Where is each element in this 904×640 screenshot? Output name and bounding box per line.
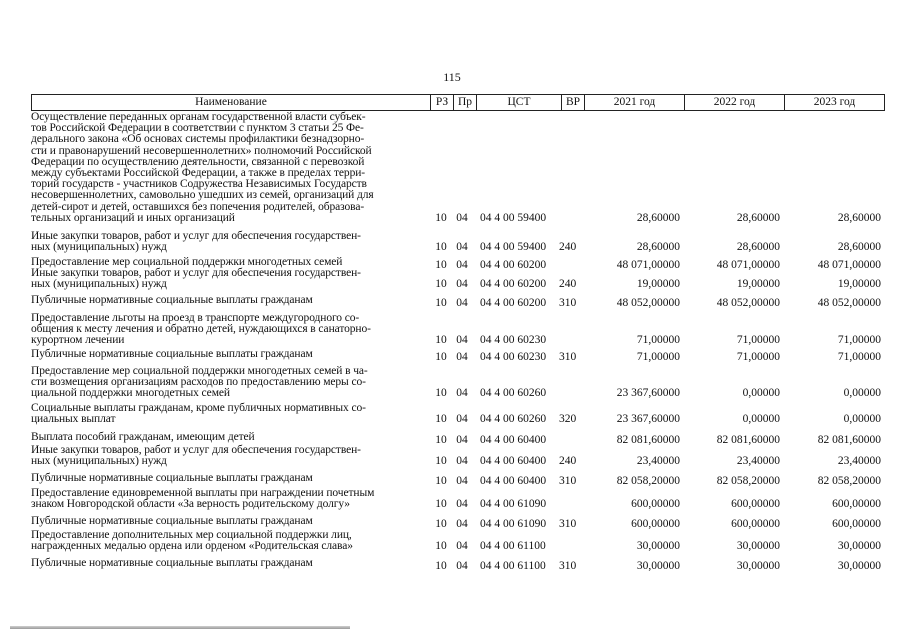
row-name: Публичные нормативные социальные выплаты гражданам: [31, 515, 313, 527]
cell-cst: 04 4 00 61090: [480, 517, 547, 530]
cell-y2021: 30,00000: [636, 540, 680, 553]
row-name: Выплата пособий гражданам, имеющим детей: [31, 431, 255, 443]
cell-cst: 04 4 00 60230: [480, 334, 547, 347]
cell-y2023: 30,00000: [837, 559, 881, 572]
table-row: [31, 473, 885, 487]
cell-pr: 04: [456, 350, 468, 363]
row-name: Иные закупки товаров, работ и услуг для обеспечения государствен- ных (муниципальных) нужд: [31, 444, 361, 468]
cell-y2022: 30,00000: [736, 540, 780, 553]
cell-cst: 04 4 00 60400: [480, 433, 547, 446]
cell-y2021: 82 081,60000: [616, 433, 680, 446]
cell-pr: 04: [456, 474, 468, 487]
cell-y2021: 71,00000: [636, 334, 680, 347]
cell-vr: 310: [559, 296, 577, 309]
row-name: Предоставление дополнительных мер социальной поддержки лиц, награжденных медалью ордена или орденом «Родительская слава»: [31, 529, 353, 553]
row-name: Публичные нормативные социальные выплаты гражданам: [31, 348, 313, 360]
cell-vr: 240: [559, 278, 577, 291]
cell-rz: 10: [435, 559, 447, 572]
cell-y2022: 600,00000: [731, 517, 780, 530]
table-row: [31, 295, 885, 309]
cell-y2023: 71,00000: [837, 350, 881, 363]
cell-y2023: 71,00000: [837, 334, 881, 347]
cell-cst: 04 4 00 60260: [480, 413, 547, 426]
cell-cst: 04 4 00 60200: [480, 258, 547, 271]
cell-y2022: 0,00000: [742, 387, 780, 400]
cell-y2022: 82 058,20000: [716, 474, 780, 487]
cell-y2022: 30,00000: [736, 559, 780, 572]
cell-rz: 10: [435, 350, 447, 363]
row-name: Публичные нормативные социальные выплаты гражданам: [31, 557, 313, 569]
cell-cst: 04 4 00 60260: [480, 387, 547, 400]
table-header: [31, 94, 885, 111]
cell-rz: 10: [435, 474, 447, 487]
table-row: [31, 313, 885, 347]
row-name: Иные закупки товаров, работ и услуг для обеспечения государствен- ных (муниципальных) нужд: [31, 267, 361, 291]
cell-y2023: 82 081,60000: [817, 433, 881, 446]
cell-rz: 10: [435, 334, 447, 347]
table-row: [31, 530, 885, 552]
cell-y2023: 82 058,20000: [817, 474, 881, 487]
table-row: [31, 445, 885, 467]
cell-y2021: 600,00000: [631, 517, 680, 530]
cell-vr: 240: [559, 241, 577, 254]
table-row: [31, 558, 885, 572]
cell-y2021: 23 367,60000: [616, 387, 680, 400]
cell-y2021: 71,00000: [636, 350, 680, 363]
cell-cst: 04 4 00 59400: [480, 211, 547, 224]
cell-pr: 04: [456, 433, 468, 446]
cell-pr: 04: [456, 334, 468, 347]
cell-cst: 04 4 00 60200: [480, 278, 547, 291]
row-name: Осуществление переданных органам государственной власти субъек- тов Российской Федерации в соответствии с пунктом 3 статьи 25 Фе- дерального закона «Об основах системы профилактики безнадзорно- сти и правонарушений несовершеннолетних» полномочий Российской Федерации по осуществлению деятельности, связанной с перевозкой между субъектами Российской Федерации, а также в пределах терри- торий государств - участников Содружества Независимых Государств несовершеннолетних, самовольно ушедших из семей, организаций для детей-сирот и детей, оставшихся без попечения родителей, образова- тельных организаций и иных организаций: [31, 111, 374, 224]
table-row: [31, 349, 885, 363]
column-header-cst: ЦСТ: [476, 95, 561, 110]
table-row: [31, 268, 885, 290]
cell-rz: 10: [435, 387, 447, 400]
cell-y2023: 28,60000: [837, 211, 881, 224]
column-header-rz: РЗ: [430, 95, 453, 110]
cell-vr: 310: [559, 350, 577, 363]
cell-y2021: 19,00000: [636, 278, 680, 291]
cell-y2023: 23,40000: [837, 455, 881, 468]
cell-rz: 10: [435, 433, 447, 446]
cell-rz: 10: [435, 517, 447, 530]
cell-rz: 10: [435, 258, 447, 271]
cell-y2023: 0,00000: [843, 387, 881, 400]
column-header-2023: 2023 год: [784, 95, 884, 110]
cell-pr: 04: [456, 387, 468, 400]
row-name: Предоставление мер социальной поддержки многодетных семей в ча- сти возмещения организациям расходов по предоставлению меры со- циальной поддержки многодетных семей: [31, 365, 368, 400]
cell-pr: 04: [456, 241, 468, 254]
row-name: Предоставление мер социальной поддержки многодетных семей: [31, 256, 343, 268]
column-header-vr: ВР: [561, 95, 584, 110]
cell-rz: 10: [435, 241, 447, 254]
cell-rz: 10: [435, 540, 447, 553]
column-header-2021: 2021 год: [584, 95, 684, 110]
table-row: [31, 516, 885, 530]
cell-y2022: 28,60000: [736, 211, 780, 224]
cell-y2022: 48 052,00000: [716, 296, 780, 309]
cell-y2021: 48 052,00000: [616, 296, 680, 309]
cell-cst: 04 4 00 61100: [480, 559, 546, 572]
cell-rz: 10: [435, 455, 447, 468]
row-name: Предоставление единовременной выплаты при награждении почетным знаком Новгородской области «За верность родительскому долгу»: [31, 487, 375, 511]
cell-pr: 04: [456, 559, 468, 572]
cell-vr: 310: [559, 559, 577, 572]
cell-y2022: 71,00000: [736, 350, 780, 363]
cell-y2021: 23,40000: [636, 455, 680, 468]
cell-y2021: 28,60000: [636, 211, 680, 224]
cell-rz: 10: [435, 296, 447, 309]
row-name: Иные закупки товаров, работ и услуг для обеспечения государствен- ных (муниципальных) нужд: [31, 230, 361, 254]
row-name: Социальные выплаты гражданам, кроме публичных нормативных со- циальных выплат: [31, 402, 366, 426]
table-row: [31, 366, 885, 400]
cell-y2021: 600,00000: [631, 498, 680, 511]
cell-y2023: 600,00000: [832, 498, 881, 511]
cell-y2023: 30,00000: [837, 540, 881, 553]
row-name: Публичные нормативные социальные выплаты гражданам: [31, 294, 313, 306]
cell-y2021: 48 071,00000: [616, 258, 680, 271]
table-row: [31, 488, 885, 510]
cell-y2022: 600,00000: [731, 498, 780, 511]
cell-y2022: 0,00000: [742, 413, 780, 426]
cell-y2023: 19,00000: [837, 278, 881, 291]
column-header-pr: Пр: [453, 95, 476, 110]
cell-y2021: 82 058,20000: [616, 474, 680, 487]
cell-y2023: 48 052,00000: [817, 296, 881, 309]
table-row: [31, 231, 885, 253]
cell-y2023: 0,00000: [843, 413, 881, 426]
cell-vr: 310: [559, 474, 577, 487]
cell-pr: 04: [456, 296, 468, 309]
cell-cst: 04 4 00 61100: [480, 540, 546, 553]
cell-y2022: 28,60000: [736, 241, 780, 254]
cell-y2023: 48 071,00000: [817, 258, 881, 271]
cell-y2021: 30,00000: [636, 559, 680, 572]
cell-cst: 04 4 00 60400: [480, 455, 547, 468]
cell-y2021: 28,60000: [636, 241, 680, 254]
cell-vr: 320: [559, 413, 577, 426]
row-name: Предоставление льготы на проезд в транспорте междугородного со- общения к месту лечения и обратно детей, нуждающихся в санаторно- курортном лечении: [31, 312, 371, 347]
scan-edge-line: [10, 626, 350, 629]
cell-cst: 04 4 00 61090: [480, 498, 547, 511]
cell-cst: 04 4 00 60400: [480, 474, 547, 487]
cell-y2022: 23,40000: [736, 455, 780, 468]
cell-y2022: 19,00000: [736, 278, 780, 291]
page-number: 115: [443, 70, 461, 84]
cell-pr: 04: [456, 211, 468, 224]
cell-y2023: 600,00000: [832, 517, 881, 530]
cell-y2021: 23 367,60000: [616, 413, 680, 426]
cell-pr: 04: [456, 517, 468, 530]
cell-pr: 04: [456, 498, 468, 511]
cell-y2022: 48 071,00000: [716, 258, 780, 271]
cell-y2023: 28,60000: [837, 241, 881, 254]
cell-cst: 04 4 00 60230: [480, 350, 547, 363]
cell-vr: 240: [559, 455, 577, 468]
cell-rz: 10: [435, 278, 447, 291]
row-name: Публичные нормативные социальные выплаты гражданам: [31, 472, 313, 484]
table-row: [31, 403, 885, 425]
table-row: [31, 112, 885, 224]
cell-rz: 10: [435, 211, 447, 224]
cell-rz: 10: [435, 498, 447, 511]
column-header-name: Наименование: [195, 96, 267, 108]
cell-pr: 04: [456, 455, 468, 468]
cell-pr: 04: [456, 413, 468, 426]
cell-pr: 04: [456, 258, 468, 271]
cell-y2022: 71,00000: [736, 334, 780, 347]
cell-cst: 04 4 00 59400: [480, 241, 547, 254]
cell-vr: 310: [559, 517, 577, 530]
cell-pr: 04: [456, 278, 468, 291]
cell-rz: 10: [435, 413, 447, 426]
cell-cst: 04 4 00 60200: [480, 296, 547, 309]
column-header-2022: 2022 год: [684, 95, 784, 110]
cell-y2022: 82 081,60000: [716, 433, 780, 446]
cell-pr: 04: [456, 540, 468, 553]
